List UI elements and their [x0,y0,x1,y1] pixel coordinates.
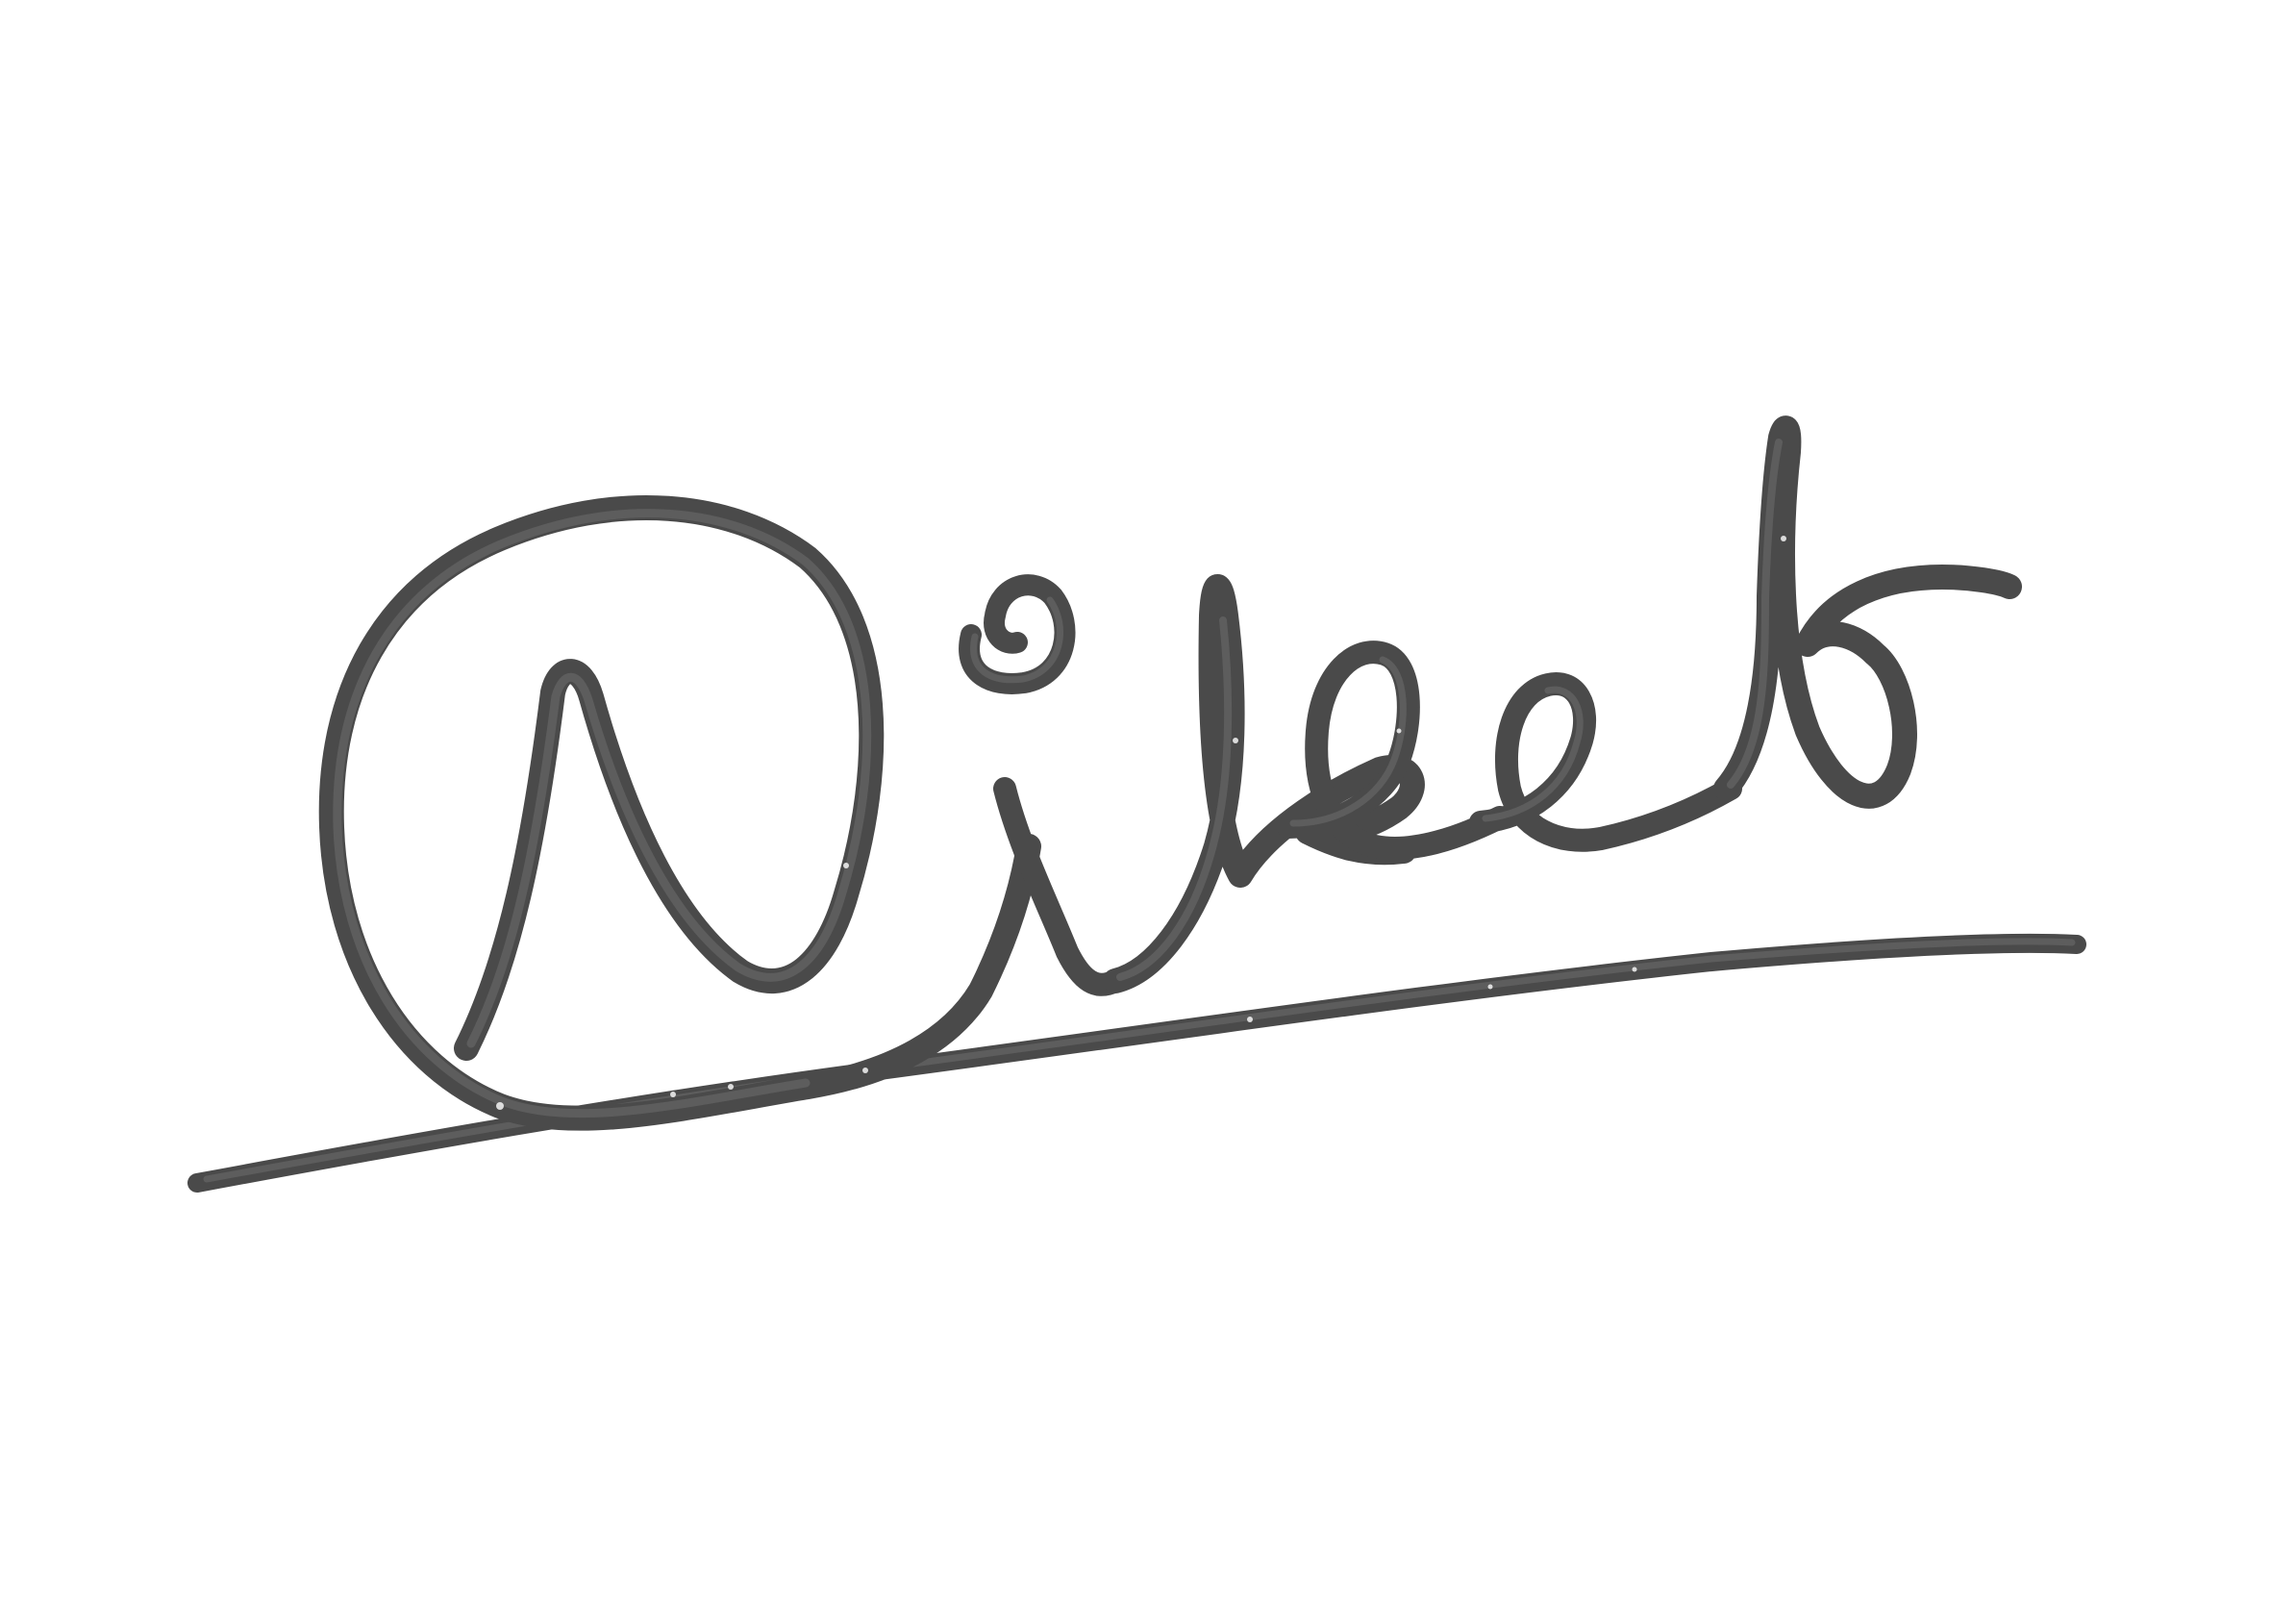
signature-letter-e2 [1481,684,1731,841]
signature-letter-n [332,508,1029,1118]
signature-i-dot [969,585,1064,684]
signature-letter-b [1726,428,2009,796]
